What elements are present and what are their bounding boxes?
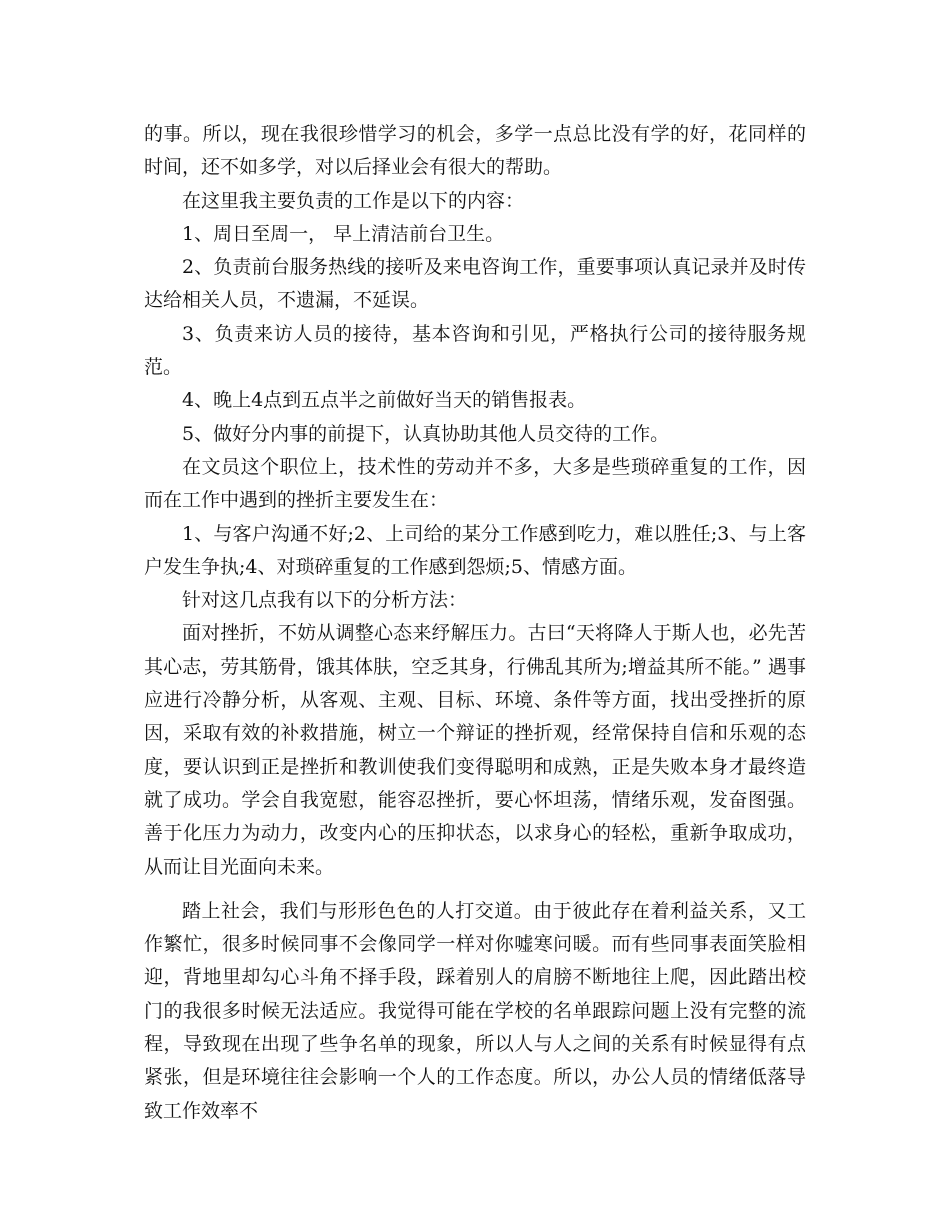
list-item-duty-4: 4、晚上4点到五点半之前做好当天的销售报表。 bbox=[182, 389, 587, 412]
list-item-duty-3: 3、负责来访人员的接待，基本咨询和引见，严格执行公司的接待服务规范。 bbox=[144, 322, 806, 379]
paragraph-analysis-intro: 针对这几点我有以下的分析方法： bbox=[182, 589, 468, 612]
list-item-duty-2: 2、负责前台服务热线的接听及来电咨询工作，重要事项认真记录并及时传达给相关人员，不遗漏，不延误。 bbox=[144, 256, 806, 312]
paragraph-coping: 面对挫折，不妨从调整心态来纾解压力。古曰“天将降人于斯人也，必先苦其心志，劳其筋骨，饿其体肤，空乏其身，行佛乱其所为;增益其所不能。” 遇事应进行冷静分析，从客观、主观、目标、环境、条件等方面，找出受挫折的原因，采取有效的补救措施，树立一个辩证的挫折观，经常保持自信和乐观的态度，要认识到正是挫折和教训使我们变得聪明和成熟，正是失败本身才最终造就了成功。学会自我宽慰，能容忍挫折，要心怀坦荡，情绪乐观，发奋图强。善于化压力为动力，改变内心的压抑状态，以求身心的轻松，重新争取成功，从而让目光面向未来。 bbox=[144, 622, 806, 878]
paragraph-continuation: 的事。所以，现在我很珍惜学习的机会，多学一点总比没有学的好，花同样的时间，还不如多学，对以后择业会有很大的帮助。 bbox=[144, 123, 806, 179]
paragraph-society: 踏上社会，我们与形形色色的人打交道。由于彼此存在着利益关系，又工作繁忙，很多时候同事不会像同学一样对你嘘寒问暖。而有些同事表面笑脸相迎，背地里却勾心斗角不择手段，踩着别人的肩膀不断地往上爬，因此踏出校门的我很多时候无法适应。我觉得可能在学校的名单跟踪问题上没有完整的流程，导致现在出现了些争名单的现象，所以人与人之间的关系有时候显得有点紧张，但是环境往往会影响一个人的工作态度。所以，办公人员的情绪低落导致工作效率不 bbox=[144, 899, 806, 1122]
list-item-duty-5: 5、做好分内事的前提下，认真协助其他人员交待的工作。 bbox=[182, 422, 670, 445]
document-page bbox=[144, 118, 806, 1128]
paragraph-frustrations: 1、与客户沟通不好;2、上司给的某分工作感到吃力，难以胜任;3、与上客户发生争执;4、对琐碎重复的工作感到怨烦;5、情感方面。 bbox=[144, 522, 806, 578]
paragraph-duties-intro: 在这里我主要负责的工作是以下的内容： bbox=[182, 189, 525, 212]
paragraph-clerk-role: 在文员这个职位上，技术性的劳动并不多，大多是些琐碎重复的工作，因而在工作中遇到的挫折主要发生在： bbox=[144, 455, 806, 512]
list-item-duty-1: 1、周日至周一， 早上清洁前台卫生。 bbox=[182, 222, 505, 245]
